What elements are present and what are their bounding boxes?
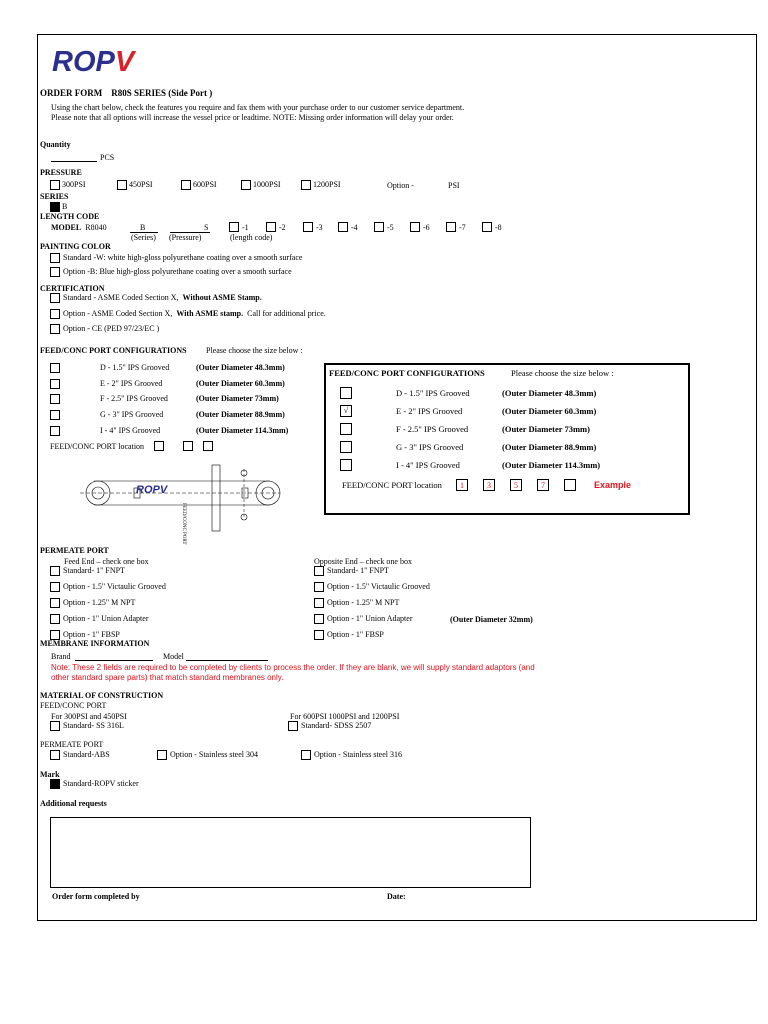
model-value: R8040	[85, 223, 107, 232]
pressure-caption: (Pressure)	[169, 233, 202, 242]
feed-g-checkbox[interactable]	[50, 410, 60, 420]
material-sdss2507-checkbox[interactable]	[288, 721, 298, 731]
pressure-option-label: Option -	[387, 181, 414, 190]
length-code-8: -8	[495, 223, 502, 232]
intro-line-2: Please note that all options will increase the vessel price or leadtime. NOTE: Missing order information will delay your order.	[51, 113, 454, 122]
length-code-5: -5	[387, 223, 394, 232]
example-i-od: (Outer Diameter 114.3mm)	[502, 460, 601, 470]
example-label: Example	[594, 480, 632, 490]
membrane-note-1: Note: These 2 fields are required to be completed by clients to process the order. If they are blank, we will supply standard adaptors (and	[51, 663, 535, 672]
material-ss304-checkbox[interactable]	[157, 750, 167, 760]
permeate-right-5-checkbox[interactable]	[314, 630, 324, 640]
feed-conc-hint: Please choose the size below :	[206, 346, 303, 355]
feed-conc-label: FEED/CONC PORT CONFIGURATIONS	[40, 346, 187, 355]
length-b: B	[140, 223, 146, 232]
material-left-head: For 300PSI and 450PSI	[51, 712, 127, 721]
certification-label: CERTIFICATION	[40, 284, 105, 293]
permeate-opposite-end: Opposite End – check one box	[314, 557, 412, 566]
vessel-drawing	[74, 459, 282, 535]
feed-f-checkbox[interactable]	[50, 394, 60, 404]
pressure-label: PRESSURE	[40, 168, 82, 177]
cert-standard-label: Standard - ASME Coded Section X, Without ASME Stamp.	[63, 293, 262, 302]
feed-i-checkbox[interactable]	[50, 426, 60, 436]
feed-location-label: FEED/CONC PORT location	[50, 442, 145, 451]
pressure-600-label: 600PSI	[193, 180, 217, 189]
material-ss316l-checkbox[interactable]	[50, 721, 60, 731]
order-form-page	[37, 34, 757, 921]
example-title: FEED/CONC PORT CONFIGURATIONS	[329, 368, 485, 378]
membrane-label: MEMBRANE INFORMATION	[40, 639, 150, 648]
example-location-5: 5	[510, 479, 522, 491]
permeate-right-5-label: Option - 1" FBSP	[327, 630, 384, 639]
mark-standard-checkbox[interactable]	[50, 779, 60, 789]
example-d-od: (Outer Diameter 48.3mm)	[502, 388, 597, 398]
permeate-right-2-label: Option - 1.5" Victaulic Grooved	[327, 582, 430, 591]
feed-i-label: I - 4" IPS Grooved	[100, 426, 161, 435]
example-e-checkbox: √	[340, 405, 352, 417]
permeate-left-5-label: Option - 1" FBSP	[63, 630, 120, 639]
drawing-port-text: FEED/CONC PORT	[181, 503, 186, 545]
quantity-label: Quantity	[40, 140, 71, 149]
permeate-od-note: (Outer Diameter 32mm)	[450, 615, 533, 624]
example-f-od: (Outer Diameter 73mm)	[502, 424, 590, 434]
example-f-label: F - 2.5" IPS Grooved	[396, 424, 469, 434]
logo-main-text: ROP	[52, 46, 115, 78]
membrane-brand-label: Brand	[51, 652, 71, 661]
length-code-4: -4	[351, 223, 358, 232]
drawing-logo: ROPV	[136, 484, 168, 496]
permeate-left-4-label: Option - 1" Union Adapter	[63, 614, 149, 623]
pressure-1200-checkbox[interactable]	[301, 180, 311, 190]
quantity-field[interactable]	[51, 161, 97, 162]
series-b-label: B	[62, 202, 68, 211]
example-g-label: G - 3" IPS Grooved	[396, 442, 464, 452]
feed-d-od: (Outer Diameter 48.3mm)	[196, 363, 285, 372]
feed-e-checkbox[interactable]	[50, 379, 60, 389]
length-code-1: -1	[242, 223, 249, 232]
length-code-2-checkbox[interactable]	[266, 222, 276, 232]
permeate-left-2-label: Option - 1.5" Victaulic Grooved	[63, 582, 166, 591]
length-code-7-checkbox[interactable]	[446, 222, 456, 232]
example-location-label: FEED/CONC PORT location	[342, 480, 442, 490]
feed-location-box-2[interactable]	[183, 441, 193, 451]
cert-asme-label: Option - ASME Coded Section X, With ASME stamp. Call for additional price.	[63, 309, 326, 318]
length-caption: (length code)	[230, 233, 273, 242]
pressure-450-label: 450PSI	[129, 180, 153, 189]
permeate-right-2-checkbox[interactable]	[314, 582, 324, 592]
length-code-7: -7	[459, 223, 466, 232]
material-permeate-label: PERMEATE PORT	[40, 740, 104, 749]
length-code-5-checkbox[interactable]	[374, 222, 384, 232]
permeate-left-1-label: Standard- 1" FNPT	[63, 566, 125, 575]
series-label: SERIES	[40, 192, 69, 201]
permeate-right-1-label: Standard- 1" FNPT	[327, 566, 389, 575]
additional-label: Additional requests	[40, 799, 107, 808]
painting-option-checkbox[interactable]	[50, 267, 60, 277]
material-right-head: For 600PSI 1000PSI and 1200PSI	[290, 712, 400, 721]
material-feed-label: FEED/CONC PORT	[40, 701, 107, 710]
example-d-checkbox	[340, 387, 352, 399]
length-code-3-checkbox[interactable]	[303, 222, 313, 232]
permeate-right-4-label: Option - 1" Union Adapter	[327, 614, 413, 623]
pressure-300-label: 300PSI	[62, 180, 86, 189]
length-code-3: -3	[316, 223, 323, 232]
ropv-logo	[52, 46, 134, 79]
feed-e-label: E - 2" IPS Grooved	[100, 379, 163, 388]
painting-label: PAINTING COLOR	[40, 242, 111, 251]
permeate-right-4-checkbox[interactable]	[314, 614, 324, 624]
example-location-blank	[564, 479, 576, 491]
pressure-1200-label: 1200PSI	[313, 180, 341, 189]
material-abs-label: Standard-ABS	[63, 750, 110, 759]
length-code-6: -6	[423, 223, 430, 232]
example-g-od: (Outer Diameter 88.9mm)	[502, 442, 597, 452]
permeate-right-3-label: Option - 1.25" M NPT	[327, 598, 400, 607]
completed-by-label: Order form completed by	[52, 892, 140, 901]
feed-location-box-3[interactable]	[203, 441, 213, 451]
permeate-left-4-checkbox[interactable]	[50, 614, 60, 624]
pressure-300-checkbox[interactable]	[50, 180, 60, 190]
pressure-450-checkbox[interactable]	[117, 180, 127, 190]
feed-d-checkbox[interactable]	[50, 363, 60, 373]
feed-f-od: (Outer Diameter 73mm)	[196, 394, 279, 403]
feed-g-od: (Outer Diameter 88.9mm)	[196, 410, 285, 419]
membrane-brand-field[interactable]	[75, 660, 153, 661]
permeate-feed-end: Feed End – check one box	[64, 557, 149, 566]
length-code-6-checkbox[interactable]	[410, 222, 420, 232]
permeate-right-3-checkbox[interactable]	[314, 598, 324, 608]
feed-d-label: D - 1.5" IPS Grooved	[100, 363, 170, 372]
example-panel	[324, 363, 690, 515]
cert-ce-label: Option - CE (PED 97/23/EC )	[63, 324, 160, 333]
example-e-od: (Outer Diameter 60.3mm)	[502, 406, 597, 416]
example-i-checkbox	[340, 459, 352, 471]
example-i-label: I - 4" IPS Grooved	[396, 460, 460, 470]
membrane-note-2: other standard spare parts) that match standard membranes only.	[51, 673, 284, 682]
length-code-2: -2	[279, 223, 286, 232]
mark-label: Mark	[40, 770, 60, 779]
permeate-left-1-checkbox[interactable]	[50, 566, 60, 576]
length-code-label: LENGTH CODE	[40, 212, 100, 221]
length-code-1-checkbox[interactable]	[229, 222, 239, 232]
cert-ce-checkbox[interactable]	[50, 324, 60, 334]
material-abs-checkbox[interactable]	[50, 750, 60, 760]
feed-e-od: (Outer Diameter 60.3mm)	[196, 379, 285, 388]
example-location-1: 1	[456, 479, 468, 491]
painting-option-label: Option -B: Blue high-gloss polyurethane coating over a smooth surface	[63, 267, 292, 276]
series-title: R80S SERIES (Side Port )	[111, 88, 213, 98]
material-label: MATERIAL OF CONSTRUCTION	[40, 691, 164, 700]
pressure-option-unit: PSI	[448, 181, 460, 190]
series-b-checkbox[interactable]	[50, 202, 60, 212]
feed-location-box-1[interactable]	[154, 441, 164, 451]
quantity-unit: PCS	[100, 153, 115, 162]
length-s: S	[204, 223, 209, 232]
painting-standard-label: Standard -W: white high-gloss polyurethane coating over a smooth surface	[63, 253, 303, 262]
mark-standard-label: Standard-ROPV sticker	[63, 779, 139, 788]
permeate-left-2-checkbox[interactable]	[50, 582, 60, 592]
example-d-label: D - 1.5" IPS Grooved	[396, 388, 470, 398]
example-e-label: E - 2" IPS Grooved	[396, 406, 463, 416]
permeate-label: PERMEATE PORT	[40, 546, 109, 555]
permeate-right-1-checkbox[interactable]	[314, 566, 324, 576]
example-location-7: 7	[537, 479, 549, 491]
intro-line-1: Using the chart below, check the features you require and fax them with your purchase order to our customer service department.	[51, 103, 465, 112]
example-hint: Please choose the size below :	[511, 368, 614, 378]
example-location-3: 3	[483, 479, 495, 491]
pressure-1000-checkbox[interactable]	[241, 180, 251, 190]
membrane-model-field[interactable]	[186, 660, 268, 661]
permeate-left-3-label: Option - 1.25" M NPT	[63, 598, 136, 607]
length-code-8-checkbox[interactable]	[482, 222, 492, 232]
painting-standard-checkbox[interactable]	[50, 253, 60, 263]
order-form-title: ORDER FORM R80S SERIES (Side Port )	[40, 88, 213, 98]
example-f-checkbox	[340, 423, 352, 435]
example-g-checkbox	[340, 441, 352, 453]
material-ss316-label: Option - Stainless steel 316	[314, 750, 402, 759]
date-label: Date:	[387, 892, 406, 901]
permeate-left-3-checkbox[interactable]	[50, 598, 60, 608]
cert-standard-checkbox[interactable]	[50, 293, 60, 303]
feed-i-od: (Outer Diameter 114.3mm)	[196, 426, 289, 435]
feed-f-label: F - 2.5" IPS Grooved	[100, 394, 168, 403]
feed-g-label: G - 3" IPS Grooved	[100, 410, 164, 419]
material-sdss2507-label: Standard- SDSS 2507	[301, 721, 372, 730]
model-label: MODEL	[51, 223, 82, 232]
pressure-1000-label: 1000PSI	[253, 180, 281, 189]
membrane-model-label: Model	[163, 652, 184, 661]
pressure-600-checkbox[interactable]	[181, 180, 191, 190]
length-code-4-checkbox[interactable]	[338, 222, 348, 232]
logo-accent-text: V	[114, 46, 135, 78]
material-ss304-label: Option - Stainless steel 304	[170, 750, 258, 759]
series-caption: (Series)	[131, 233, 156, 242]
cert-asme-checkbox[interactable]	[50, 309, 60, 319]
material-ss316l-label: Standard- SS 316L	[63, 721, 124, 730]
material-ss316-checkbox[interactable]	[301, 750, 311, 760]
additional-requests-textarea[interactable]	[50, 817, 531, 888]
